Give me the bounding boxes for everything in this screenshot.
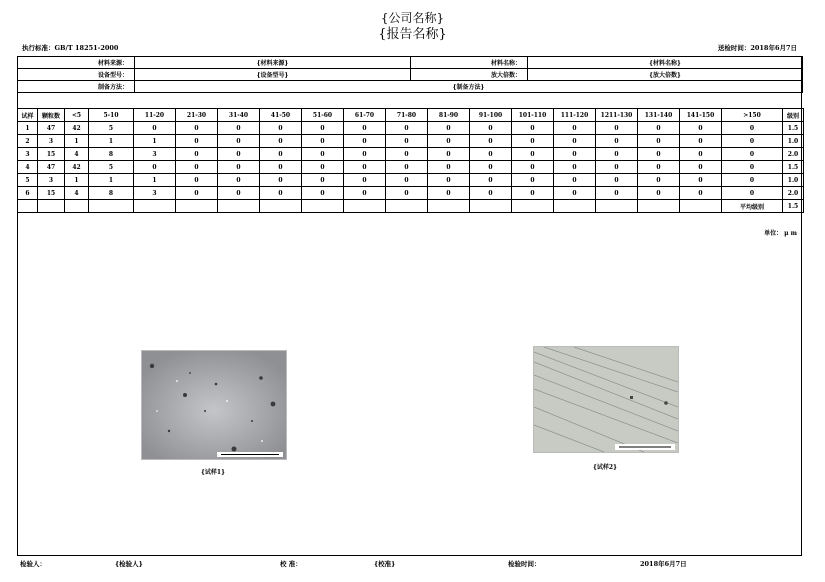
table-cell [554,200,596,213]
grain-table [17,108,804,213]
checker-value: {校准} [374,560,396,568]
table-cell [470,200,512,213]
table-cell: 4 [65,187,89,200]
table-cell: 0 [596,122,638,135]
table-cell: 0 [260,187,302,200]
table-cell: 0 [134,122,176,135]
table-cell: 0 [218,174,260,187]
table-cell: 0 [554,122,596,135]
table-cell: 0 [722,148,783,161]
table-cell: 3 [38,174,65,187]
table-cell: 0 [554,174,596,187]
table-cell: 0 [302,161,344,174]
average-value: 1.5 [783,200,804,213]
table-cell: 0 [512,187,554,200]
table-cell: 0 [428,135,470,148]
table-cell: 0 [260,161,302,174]
table-cell: 0 [680,148,722,161]
table-cell [176,200,218,213]
table-cell: 8 [89,187,134,200]
average-row [18,200,804,213]
table-cell: 0 [680,174,722,187]
table-cell: 0 [176,174,218,187]
table-cell: 0 [428,122,470,135]
table-cell: 2.0 [783,187,804,200]
material-source-value: {材料来源} [135,57,411,69]
column-header: <5 [65,109,89,122]
table-cell: 0 [176,161,218,174]
table-cell: 1 [134,174,176,187]
column-header: 试样 [18,109,38,122]
table-cell: 0 [680,187,722,200]
table-cell: 0 [470,135,512,148]
table-cell: 0 [722,174,783,187]
table-cell: 0 [386,148,428,161]
send-date: 送检时间：2018年6月7日 [717,44,797,52]
table-cell: 0 [218,135,260,148]
table-cell: 0 [722,187,783,200]
table-cell: 0 [386,135,428,148]
table-cell: 0 [596,161,638,174]
table-cell: 0 [386,161,428,174]
table-cell: 6 [18,187,38,200]
table-row [18,161,804,174]
table-cell: 0 [260,135,302,148]
table-cell: 0 [260,174,302,187]
table-cell: 0 [176,187,218,200]
info-table [17,56,803,93]
table-cell: 0 [512,135,554,148]
table-cell: 0 [638,148,680,161]
column-header: 101-110 [512,109,554,122]
company-name: {公司名称} [380,11,445,25]
table-cell: 0 [512,122,554,135]
table-cell: 0 [596,135,638,148]
table-cell: 0 [344,161,386,174]
average-label: 平均级别 [722,200,783,213]
table-cell [65,200,89,213]
table-cell: 15 [38,148,65,161]
table-cell [18,200,38,213]
column-header: 71-80 [386,109,428,122]
table-cell [38,200,65,213]
table-cell: 47 [38,161,65,174]
table-row [18,122,804,135]
column-header: 131-140 [638,109,680,122]
table-cell: 0 [302,187,344,200]
table-cell: 3 [18,148,38,161]
table-cell: 5 [89,122,134,135]
table-cell: 0 [638,135,680,148]
table-cell: 0 [596,187,638,200]
checker-label: 校 准： [280,560,302,568]
table-cell: 2 [18,135,38,148]
magnification-value: {放大倍数} [528,69,803,81]
table-cell: 0 [554,187,596,200]
table-cell: 0 [638,161,680,174]
equipment-value: {设备型号} [135,69,411,81]
inspection-date-label: 检验时间： [508,560,541,568]
table-cell [218,200,260,213]
inspection-date-value: 2018年6月7日 [640,560,687,568]
table-cell: 4 [65,148,89,161]
table-cell: 0 [218,187,260,200]
table-cell: 1 [65,174,89,187]
table-cell: 1 [89,174,134,187]
table-cell [302,200,344,213]
table-cell: 1 [134,135,176,148]
table-cell: 5 [89,161,134,174]
table-cell: 0 [722,122,783,135]
table-row [18,148,804,161]
column-header: 21-30 [176,109,218,122]
table-row [18,187,804,200]
column-header: 91-100 [470,109,512,122]
table-cell: 1.5 [783,161,804,174]
column-header: >150 [722,109,783,122]
sample-1-caption: {试样1} [201,469,225,476]
table-cell: 0 [260,148,302,161]
prep-label: 制备方法： [18,81,135,93]
table-cell: 0 [302,174,344,187]
report-title: {报告名称} [378,27,447,42]
table-cell: 3 [38,135,65,148]
table-cell: 0 [470,161,512,174]
table-cell: 3 [134,148,176,161]
inspector-value: {检验人} [115,560,143,568]
table-cell: 42 [65,161,89,174]
table-cell: 0 [722,135,783,148]
table-cell [638,200,680,213]
table-cell: 0 [722,161,783,174]
table-cell: 0 [302,148,344,161]
table-cell: 0 [638,122,680,135]
column-header: 级别 [783,109,804,122]
table-cell [260,200,302,213]
table-cell: 0 [596,174,638,187]
column-header: 颗粒数 [38,109,65,122]
table-cell: 0 [176,148,218,161]
table-cell [344,200,386,213]
material-name-label: 材料名称： [411,57,528,69]
standard-text: 执行标准：GB/T 18251-2000 [22,44,119,52]
table-cell [680,200,722,213]
equipment-label: 设备型号： [18,69,135,81]
column-header: 1211-130 [596,109,638,122]
table-cell: 0 [554,161,596,174]
column-header: 41-50 [260,109,302,122]
table-cell: 0 [470,174,512,187]
column-header: 61-70 [344,109,386,122]
table-cell: 0 [344,187,386,200]
table-cell: 0 [176,122,218,135]
table-cell: 0 [344,174,386,187]
table-cell: 0 [470,122,512,135]
table-cell: 1.0 [783,174,804,187]
table-cell: 8 [89,148,134,161]
table-cell: 4 [18,161,38,174]
table-cell [428,200,470,213]
column-header: 5-10 [89,109,134,122]
table-cell: 0 [176,135,218,148]
table-cell: 0 [428,148,470,161]
table-cell: 0 [596,148,638,161]
table-cell [512,200,554,213]
unit-label: 单位： μ m [764,230,797,237]
table-cell: 0 [428,174,470,187]
table-row [18,135,804,148]
table-cell: 0 [302,135,344,148]
table-cell: 3 [134,187,176,200]
table-cell: 0 [134,161,176,174]
table-cell: 0 [638,174,680,187]
column-header: 81-90 [428,109,470,122]
column-header: 111-120 [554,109,596,122]
table-cell: 0 [302,122,344,135]
table-cell: 0 [554,135,596,148]
table-cell: 5 [18,174,38,187]
column-header: 141-150 [680,109,722,122]
column-header: 51-60 [302,109,344,122]
table-cell: 0 [512,174,554,187]
table-cell: 0 [512,148,554,161]
table-cell: 15 [38,187,65,200]
table-cell: 0 [218,161,260,174]
table-cell: 0 [386,174,428,187]
table-cell: 0 [512,161,554,174]
column-header: 31-40 [218,109,260,122]
table-cell: 0 [470,148,512,161]
table-cell [596,200,638,213]
table-cell: 0 [386,187,428,200]
table-cell: 0 [260,122,302,135]
material-name-value: {材料名称} [528,57,803,69]
sample-2-image [533,346,679,453]
table-cell [89,200,134,213]
table-cell: 0 [344,122,386,135]
table-cell: 42 [65,122,89,135]
table-cell: 1 [65,135,89,148]
table-cell: 0 [680,161,722,174]
table-cell: 0 [470,187,512,200]
table-header-row [18,109,804,122]
magnification-label: 放大倍数： [411,69,528,81]
table-cell: 0 [554,148,596,161]
table-cell: 1 [18,122,38,135]
table-cell: 2.0 [783,148,804,161]
sample-2-caption: {试样2} [593,464,617,471]
table-cell: 0 [344,135,386,148]
table-cell: 0 [638,187,680,200]
table-cell: 0 [344,148,386,161]
table-cell: 0 [218,122,260,135]
table-cell [386,200,428,213]
sample-1-image [141,350,287,460]
table-cell: 1.5 [783,122,804,135]
table-cell: 0 [428,187,470,200]
table-cell: 1.0 [783,135,804,148]
table-cell: 0 [386,122,428,135]
table-cell: 47 [38,122,65,135]
table-cell: 1 [89,135,134,148]
table-cell: 0 [680,122,722,135]
table-cell: 0 [680,135,722,148]
table-row [18,174,804,187]
table-cell [134,200,176,213]
table-cell: 0 [218,148,260,161]
prep-value: {制备方法} [135,81,803,93]
column-header: 11-20 [134,109,176,122]
material-source-label: 材料来源： [18,57,135,69]
inspector-label: 检验人： [20,560,46,568]
table-cell: 0 [428,161,470,174]
